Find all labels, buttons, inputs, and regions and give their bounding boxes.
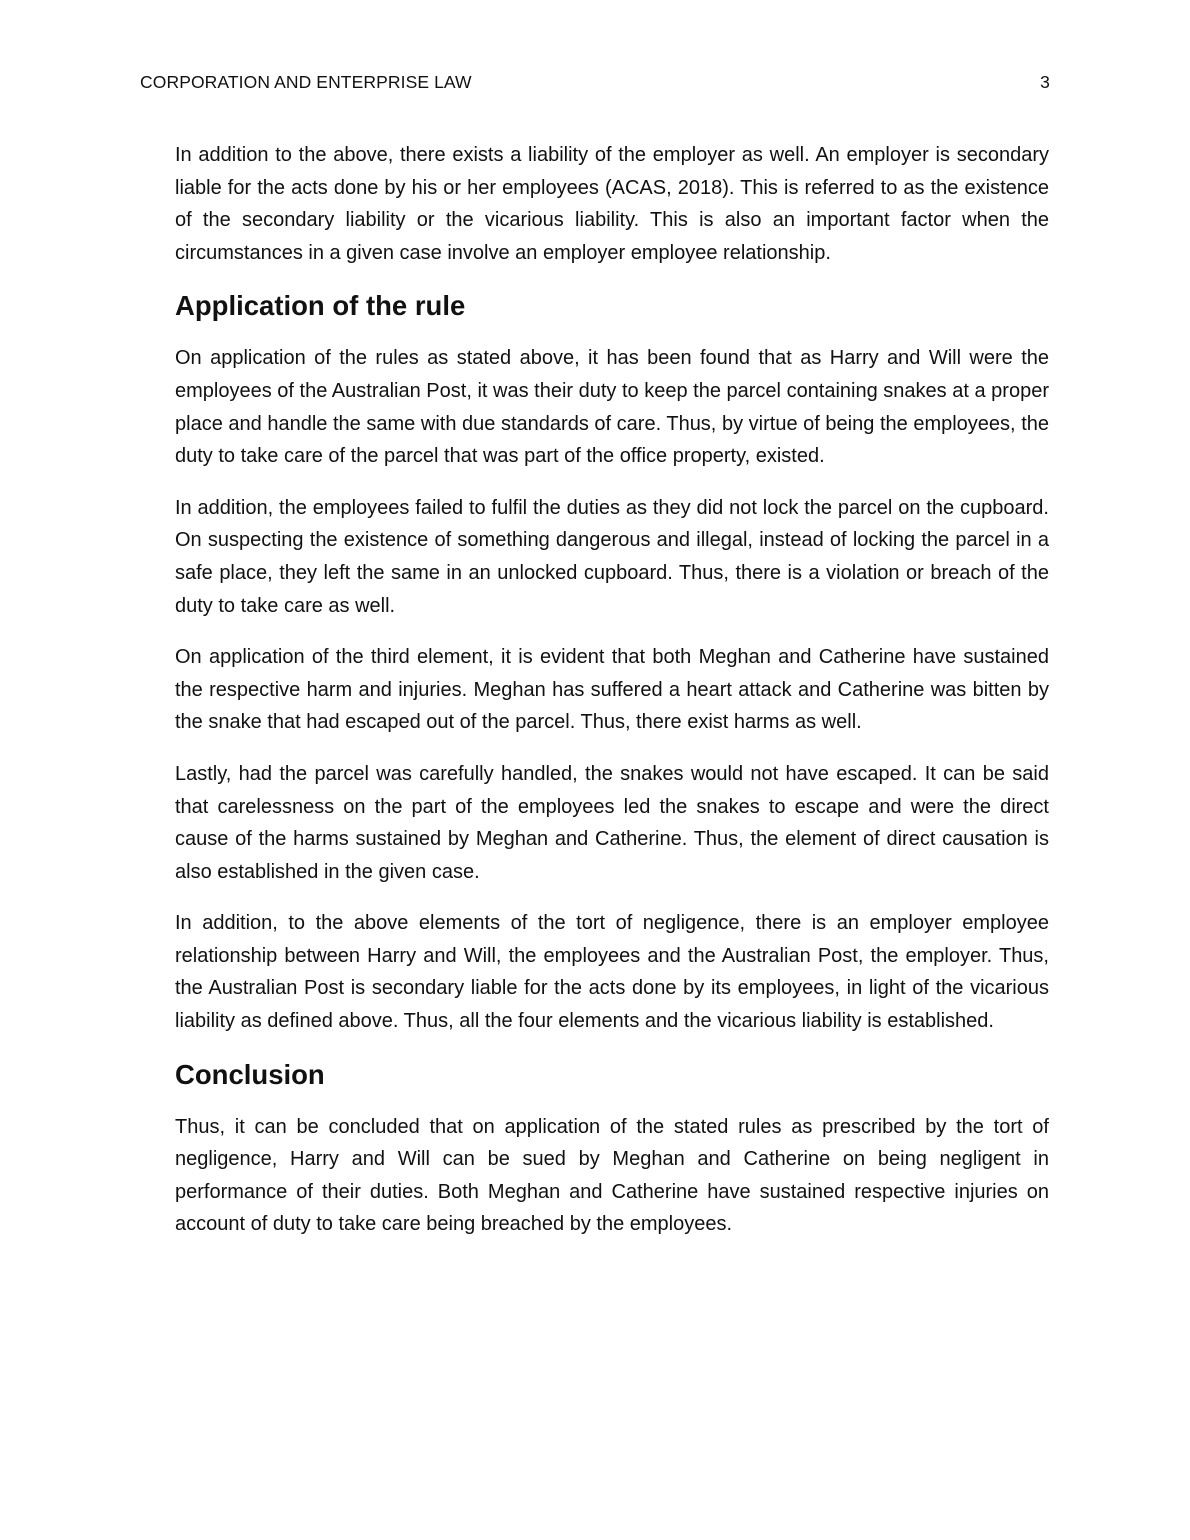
running-title: CORPORATION AND ENTERPRISE LAW: [140, 72, 472, 92]
conclusion-heading: Conclusion: [175, 1058, 325, 1090]
document-body: [175, 139, 1049, 1260]
application-heading: Application of the rule: [175, 290, 466, 322]
page-number: 3: [1040, 72, 1050, 92]
conclusion-paragraph: Thus, it can be concluded that on application of the stated rules as prescribed by the tort of negligence, Harry and Will can be sued by Meghan and Catherine on being negligent in performance of their duties. Both Meghan and Catherine have sustained respective injuries on account of duty to take care being breached by the employees.: [175, 1115, 1049, 1236]
application-paragraph-3: On application of the third element, it is evident that both Meghan and Catherine have sustained the respective harm and injuries. Meghan has suffered a heart attack and Catherine was bitten by the snake that had escaped out of the parcel. Thus, there exist harms as well.: [175, 646, 1049, 734]
application-paragraph-4: Lastly, had the parcel was carefully handled, the snakes would not have escaped. It can be said that carelessness on the part of the employees led the snakes to escape and were the direct cause of the harms sustained by Meghan and Catherine. Thus, the element of direct causation is also established in the given case.: [175, 762, 1049, 883]
application-paragraph-1: On application of the rules as stated above, it has been found that as Harry and Will were the employees of the Australian Post, it was their duty to keep the parcel containing snakes at a proper place and handle the same with due standards of care. Thus, by virtue of being the employees, the duty to take care of the parcel that was part of the office property, existed.: [175, 347, 1049, 468]
application-paragraph-5: In addition, to the above elements of the tort of negligence, there is an employer employee relationship between Harry and Will, the employees and the Australian Post, the employer. Thus, the Australian Post is secondary liable for the acts done by its employees, in light of the vicarious liability as defined above. Thus, all the four elements and the vicarious liability is established.: [175, 912, 1049, 1033]
running-header: [140, 72, 1050, 96]
intro-paragraph: In addition to the above, there exists a liability of the employer as well. An employer is secondary liable for the acts done by his or her employees (ACAS, 2018). This is referred to as the existence of the secondary liability or the vicarious liability. This is also an important factor when the circumstances in a given case involve an employer employee relationship.: [175, 144, 1049, 264]
application-paragraph-2: In addition, the employees failed to fulfil the duties as they did not lock the parcel on the cupboard. On suspecting the existence of something dangerous and illegal, instead of locking the parcel in a safe place, they left the same in an unlocked cupboard. Thus, there is a violation or breach of the duty to take care as well.: [175, 496, 1049, 617]
